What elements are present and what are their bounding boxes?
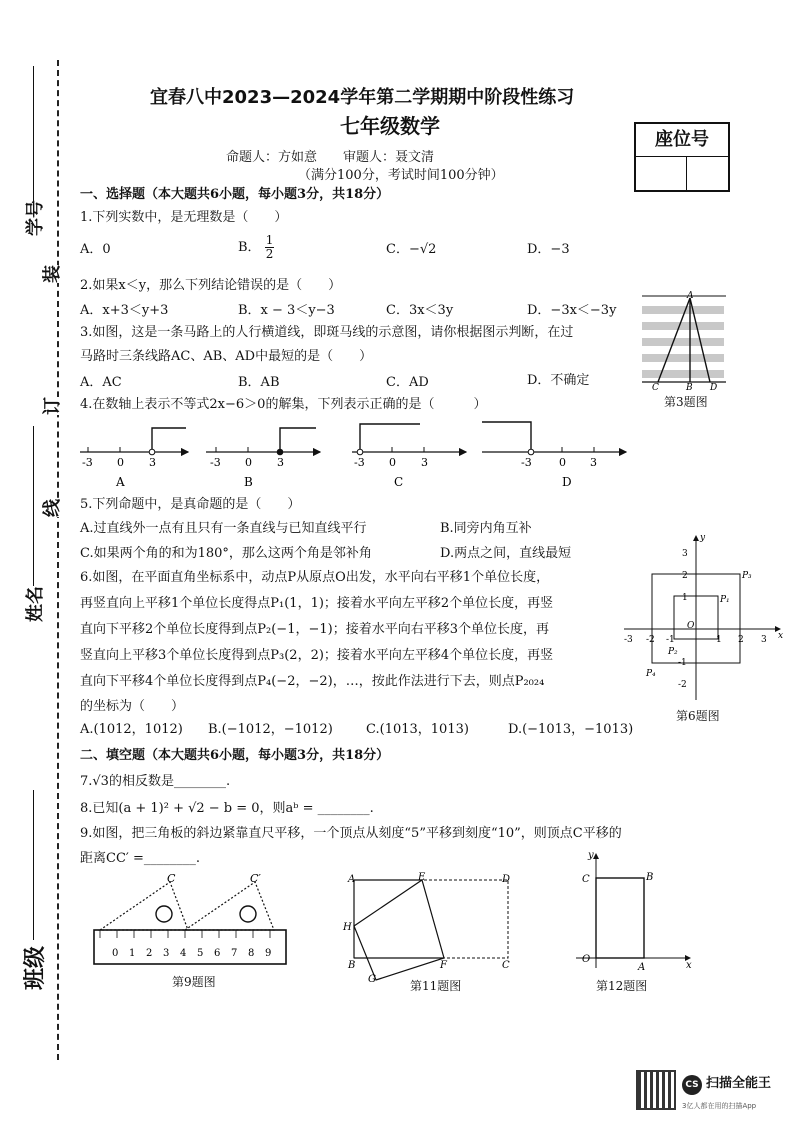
q6-ytick-3: 1: [682, 593, 688, 603]
bind-char-2: 订: [42, 397, 63, 415]
q1-fraction: $\frac{1}{2}$: [265, 233, 274, 261]
q3-point-d: D: [710, 383, 718, 393]
fig11-e: E: [418, 872, 426, 883]
section1-title: 一、选择题（本大题共6小题，每小题3分，共18分）: [80, 187, 390, 202]
q6-y-axis: y: [700, 533, 706, 543]
q3-point-c: C: [652, 383, 659, 393]
q9-ruler-ticks: [100, 930, 270, 938]
q6-line1: 6.如图，在平面直角坐标系中，动点P从原点O出发，水平向右平移1个单位长度，: [80, 570, 550, 585]
q9-ruler-5: 5: [197, 948, 204, 959]
fig11: [340, 870, 520, 982]
q1-option-d: D．−3: [527, 242, 570, 257]
q4-c-tick-2: 0: [389, 456, 396, 469]
q4-a-tick-1: -3: [82, 456, 93, 469]
q4-stem: 4.在数轴上表示不等式2x−6＞0的解集，下列表示正确的是（ ）: [80, 397, 487, 412]
q4-a-label: A: [116, 475, 125, 489]
fig11-a: A: [348, 874, 356, 885]
q6-p1: P₁: [720, 595, 730, 605]
q6-ytick-2: 2: [682, 571, 688, 581]
q3-stem-line2: 马路时三条线路AC、AB、AD中最短的是（ ）: [80, 349, 373, 364]
q2-option-d: D．−3x＜−3y: [527, 303, 617, 318]
fig11-d: D: [502, 874, 511, 885]
q4-option-b-line: [206, 428, 320, 489]
class-label: 班级: [23, 945, 49, 991]
fig12-a: A: [638, 962, 646, 972]
q6-ytick-5: -2: [678, 680, 687, 690]
q3-option-c: C．AD: [386, 375, 429, 390]
qr-code: [636, 1070, 676, 1110]
q6-xtick-6: 2: [738, 635, 744, 645]
fig12-label: 第12题图: [596, 979, 648, 993]
q6-xtick-1: -3: [624, 635, 633, 645]
binding-dashed-line: [57, 60, 59, 1060]
q8-stem: 8.已知(a + 1)² + √2 − b = 0，则aᵇ = ________.: [80, 801, 374, 816]
q2-option-a: A．x+3＜y+3: [80, 303, 169, 318]
underline-class: [33, 790, 34, 940]
q1-stem: 1.下列实数中，是无理数是（ ）: [80, 210, 288, 225]
q4-c-tick-1: -3: [354, 456, 365, 469]
q4-b-tick-3: 3: [277, 456, 284, 469]
q5-option-d: D.两点之间，直线最短: [440, 546, 572, 561]
fig12-b: B: [646, 872, 654, 883]
q9-figure-label: 第9题图: [172, 975, 216, 989]
q9-ruler-4: 4: [180, 948, 187, 959]
q9-stem-line1: 9.如图，把三角板的斜边紧靠直尺平移，一个顶点从刻度“5”平移到刻度“10”，则顶点C平移的: [80, 826, 622, 841]
q6-line2: 再竖直向上平移1个单位长度得点P₁(1，1)；接着水平向左平移2个单位长度，再竖: [80, 596, 554, 611]
q4-option-a-line: [80, 428, 188, 489]
q6-origin: O: [687, 621, 695, 631]
q3-point-b: B: [686, 383, 693, 393]
fig12: [570, 848, 700, 972]
q1-option-b-label: B．: [238, 240, 261, 255]
exam-title: 宜春八中2023—2024学年第二学期期中阶段性练习: [150, 87, 575, 108]
q3-point-a: A: [687, 291, 694, 301]
q4-a-tick-2: 0: [117, 456, 124, 469]
fig11-h: H: [343, 922, 352, 933]
q5-option-b: B.同旁内角互补: [440, 521, 532, 536]
q6-xtick-5: 1: [716, 635, 722, 645]
seat-number-label: 座位号: [636, 124, 728, 157]
q1-option-a: A．0: [80, 242, 111, 257]
bind-char-1: 装: [42, 265, 63, 283]
q2-option-b: B．x − 3＜y−3: [238, 303, 335, 318]
q6-xtick-7: 3: [761, 635, 767, 645]
q1-option-b: [238, 234, 274, 261]
q6-x-axis: x: [778, 631, 784, 641]
q9-ruler-7: 7: [231, 948, 238, 959]
q3-option-d: D．不确定: [527, 373, 590, 388]
q4-b-tick-2: 0: [245, 456, 252, 469]
q4-b-tick-1: -3: [210, 456, 221, 469]
q2-option-c: C．3x＜3y: [386, 303, 454, 318]
fig12-y: y: [588, 850, 594, 861]
fig11-b: B: [348, 960, 356, 971]
q4-d-tick-1: -3: [521, 456, 532, 469]
q2-stem: 2.如果x＜y，那么下列结论错误的是（ ）: [80, 278, 342, 293]
q5-option-a: A.过直线外一点有且只有一条直线与已知直线平行: [80, 521, 367, 536]
name-label: 姓名: [25, 586, 46, 622]
q6-p3: P₃: [742, 571, 752, 581]
q6-line3: 直向下平移2个单位长度得到点P₂(−1，−1)；接着水平向右平移3个单位长度，再: [80, 622, 549, 637]
q6-ytick-1: 3: [682, 549, 688, 559]
q9-ruler-8: 8: [248, 948, 255, 959]
q6-option-c: C.(1013，1013): [366, 722, 469, 737]
camscanner-name: 扫描全能王: [706, 1076, 772, 1091]
seat-number-box: [634, 122, 730, 192]
q6-p4: P₄: [646, 669, 656, 679]
q6-option-a: A.(1012，1012): [80, 722, 183, 737]
q4-d-tick-2: 0: [559, 456, 566, 469]
q9-figure: [90, 872, 290, 972]
underline-name: [33, 426, 34, 586]
q9-point-c: C: [167, 872, 176, 885]
q9-point-c-prime: C′: [250, 872, 261, 885]
q4-d-tick-3: 3: [590, 456, 597, 469]
q1-option-c: C．−√2: [386, 242, 437, 257]
q3-figure-label: 第3题图: [664, 395, 708, 409]
q4-a-tick-3: 3: [149, 456, 156, 469]
q4-number-lines: [70, 414, 640, 492]
q6-option-b: B.(−1012，−1012): [208, 722, 333, 737]
q4-b-label: B: [244, 475, 253, 489]
q9-ruler-6: 6: [214, 948, 221, 959]
q9-ruler-0: 0: [112, 948, 119, 959]
q9-ruler-9: 9: [265, 948, 272, 959]
fig11-f: F: [440, 960, 447, 971]
q6-figure-label: 第6题图: [676, 709, 720, 723]
q9-stem-line2: 距离CC′ =________.: [80, 851, 201, 866]
fig12-x: x: [686, 960, 692, 971]
fig12-c: C: [582, 874, 590, 885]
q6-xtick-2: -2: [646, 635, 655, 645]
q6-option-d: D.(−1013，−1013): [508, 722, 634, 737]
section2-title: 二、填空题（本大题共6小题，每小题3分，共18分）: [80, 748, 390, 763]
q9-ruler-2: 2: [146, 948, 153, 959]
q6-line5: 直向下平移4个单位长度得到点P₄(−2，−2)，…，按此作法进行下去，则点P₂₀₂₄: [80, 674, 545, 689]
q6-line4: 竖直向上平移3个单位长度得到点P₃(2，2)；接着水平向左平移4个单位长度，再竖: [80, 648, 554, 663]
exam-authors: 命题人：方如意 审题人：聂文清: [226, 150, 435, 165]
q4-d-label: D: [562, 475, 572, 489]
q3-figure: [640, 290, 730, 394]
q5-option-c: C.如果两个角的和为180°，那么这两个角是邻补角: [80, 546, 372, 561]
fig12-o: O: [582, 954, 591, 965]
q6-figure: [620, 530, 790, 705]
q6-ytick-4: -1: [678, 658, 687, 668]
q6-xtick-3: -1: [666, 635, 675, 645]
q9-ruler-1: 1: [129, 948, 136, 959]
student-id-label: 学号: [25, 200, 46, 236]
camscanner-tagline: 3亿人都在用的扫描App: [682, 1102, 757, 1110]
q4-option-d-line: [482, 422, 626, 489]
underline-student-id: [33, 66, 34, 216]
fig11-c: C: [502, 960, 510, 971]
q3-option-b: B．AB: [238, 375, 280, 390]
q5-stem: 5.下列命题中，是真命题的是（ ）: [80, 497, 301, 512]
q4-c-tick-3: 3: [421, 456, 428, 469]
q4-c-label: C: [394, 475, 404, 489]
q4-option-c-line: [352, 424, 466, 489]
q9-ruler-3: 3: [163, 948, 170, 959]
q3-stem-line1: 3.如图，这是一条马路上的人行横道线，即斑马线的示意图，请你根据图示判断，在过: [80, 325, 574, 340]
fig11-label: 第11题图: [410, 979, 462, 993]
camscanner-logo: CS: [682, 1075, 702, 1095]
bind-char-3: 线: [42, 499, 63, 517]
exam-info: （满分100分，考试时间100分钟）: [298, 168, 504, 183]
q6-line6: 的坐标为（ ）: [80, 699, 185, 714]
exam-subject: 七年级数学: [340, 114, 440, 138]
fig11-g: G: [368, 974, 376, 982]
q6-p2: P₂: [668, 647, 678, 657]
q3-option-a: A．AC: [80, 375, 122, 390]
q7-stem: 7.√3的相反数是________.: [80, 774, 231, 789]
